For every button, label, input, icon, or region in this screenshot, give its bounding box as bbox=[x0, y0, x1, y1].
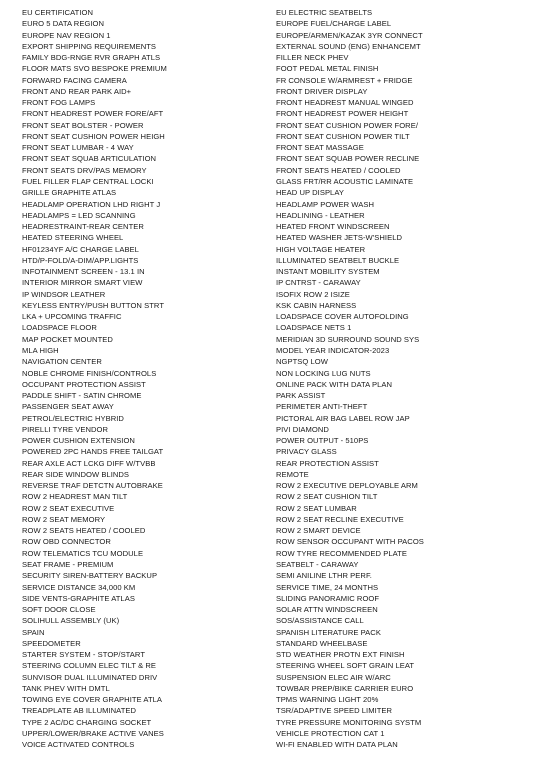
option-item: PIVI DIAMOND bbox=[276, 424, 329, 434]
option-item: HIGH VOLTAGE HEATER bbox=[276, 244, 366, 254]
option-item: FRONT AND REAR PARK AID+ bbox=[22, 86, 132, 96]
option-item: MAP POCKET MOUNTED bbox=[22, 334, 113, 344]
option-item: FR CONSOLE W/ARMREST + FRIDGE bbox=[276, 75, 413, 85]
option-item: HEADLINING - LEATHER bbox=[276, 210, 365, 220]
option-item: SPAIN bbox=[22, 627, 45, 637]
option-item: FUEL FILLER FLAP CENTRAL LOCKI bbox=[22, 176, 154, 186]
option-item: EUROPE FUEL/CHARGE LABEL bbox=[276, 19, 392, 29]
option-item: PADDLE SHIFT - SATIN CHROME bbox=[22, 391, 142, 401]
option-item: FRONT SEATS DRV/PAS MEMORY bbox=[22, 165, 147, 175]
option-item: ROW OBD CONNECTOR bbox=[22, 537, 111, 547]
option-item: SPANISH LITERATURE PACK bbox=[276, 627, 381, 637]
option-item: STD WEATHER PROTN EXT FINISH bbox=[276, 650, 405, 660]
option-item: HEADLAMP OPERATION LHD RIGHT J bbox=[22, 199, 161, 209]
option-item: STEERING COLUMN ELEC TILT & RE bbox=[22, 661, 156, 671]
option-item: EU ELECTRIC SEATBELTS bbox=[276, 8, 373, 17]
option-item: PRIVACY GLASS bbox=[276, 447, 337, 457]
option-item: EXTERNAL SOUND (ENG) ENHANCEMT bbox=[276, 41, 421, 51]
option-item: HEATED WASHER JETS-W'SHIELD bbox=[276, 233, 402, 243]
option-item: POWER OUTPUT - 510PS bbox=[276, 436, 369, 446]
option-item: SLIDING PANORAMIC ROOF bbox=[276, 593, 380, 603]
option-item: FOOT PEDAL METAL FINISH bbox=[276, 64, 379, 74]
option-item: PARK ASSIST bbox=[276, 391, 326, 401]
option-item: ROW TYRE RECOMMENDED PLATE bbox=[276, 548, 407, 558]
option-item: SEMI ANILINE LTHR PERF. bbox=[276, 571, 372, 581]
option-item: OCCUPANT PROTECTION ASSIST bbox=[22, 379, 146, 389]
option-item: ROW 2 EXECUTIVE DEPLOYABLE ARM bbox=[276, 481, 418, 491]
option-item: FRONT HEADREST POWER FORE/AFT bbox=[22, 109, 164, 119]
option-item: STARTER SYSTEM - STOP/START bbox=[22, 650, 146, 660]
option-item: HEADRESTRAINT-REAR CENTER bbox=[22, 222, 144, 232]
option-item: PICTORAL AIR BAG LABEL ROW JAP bbox=[276, 413, 410, 423]
option-item: ROW 2 SEAT CUSHION TILT bbox=[276, 492, 378, 502]
option-item: LOADSPACE NETS 1 bbox=[276, 323, 352, 333]
option-item: LOADSPACE FLOOR bbox=[22, 323, 97, 333]
option-item: TPMS WARNING LIGHT 20% bbox=[276, 695, 379, 705]
option-item: POWERED 2PC HANDS FREE TAILGAT bbox=[22, 447, 164, 457]
option-item: HEADLAMP POWER WASH bbox=[276, 199, 374, 209]
option-item: TSR/ADAPTIVE SPEED LIMITER bbox=[276, 706, 393, 716]
option-item: SPEEDOMETER bbox=[22, 638, 81, 648]
option-item: PERIMETER ANTI-THEFT bbox=[276, 402, 368, 412]
option-item: SEATBELT - CARAWAY bbox=[276, 560, 359, 570]
option-item: FRONT HEADREST MANUAL WINGED bbox=[276, 98, 414, 108]
option-item: MERIDIAN 3D SURROUND SOUND SYS bbox=[276, 334, 420, 344]
option-item: NOBLE CHROME FINISH/CONTROLS bbox=[22, 368, 157, 378]
option-item: FAMILY BDG-RNGE RVR GRAPH ATLS bbox=[22, 53, 161, 63]
option-item: ROW TELEMATICS TCU MODULE bbox=[22, 548, 144, 558]
option-item: PIRELLI TYRE VENDOR bbox=[22, 424, 109, 434]
option-item: STEERING WHEEL SOFT GRAIN LEAT bbox=[276, 661, 415, 671]
option-item: FRONT SEAT CUSHION POWER TILT bbox=[276, 131, 410, 141]
option-item: FRONT FOG LAMPS bbox=[22, 98, 96, 108]
option-item: EURO 5 DATA REGION bbox=[22, 19, 105, 29]
option-item: MODEL YEAR INDICATOR-2023 bbox=[276, 345, 390, 355]
option-item: TANK PHEV WITH DMTL bbox=[22, 683, 110, 693]
left-options-column bbox=[22, 7, 272, 751]
option-item: MLA HIGH bbox=[22, 345, 59, 355]
option-item: ROW 2 SEAT RECLINE EXECUTIVE bbox=[276, 514, 404, 524]
option-item: ROW 2 SMART DEVICE bbox=[276, 526, 361, 536]
option-item: FRONT SEAT SQUAB POWER RECLINE bbox=[276, 154, 420, 164]
option-item: TYRE PRESSURE MONITORING SYSTM bbox=[276, 717, 422, 727]
option-item: UPPER/LOWER/BRAKE ACTIVE VANES bbox=[22, 729, 164, 738]
option-item: FRONT SEAT BOLSTER - POWER bbox=[22, 120, 144, 130]
option-item: EXPORT SHIPPING REQUIREMENTS bbox=[22, 41, 157, 51]
option-item: GLASS FRT/RR ACOUSTIC LAMINATE bbox=[276, 176, 414, 186]
option-item: HEATED STEERING WHEEL bbox=[22, 233, 124, 243]
option-item: SUNVISOR DUAL ILLUMINATED DRIV bbox=[22, 672, 158, 682]
option-item: INTERIOR MIRROR SMART VIEW bbox=[22, 278, 143, 288]
option-item: SIDE VENTS-GRAPHITE ATLAS bbox=[22, 593, 135, 603]
option-item: INFOTAINMENT SCREEN - 13.1 IN bbox=[22, 267, 145, 277]
option-item: SERVICE TIME, 24 MONTHS bbox=[276, 582, 379, 592]
option-item: KEYLESS ENTRY/PUSH BUTTON STRT bbox=[22, 300, 165, 310]
option-item: SEAT FRAME - PREMIUM bbox=[22, 560, 114, 570]
option-item: IP WINDSOR LEATHER bbox=[22, 289, 106, 299]
option-item: TOWBAR PREP/BIKE CARRIER EURO bbox=[276, 683, 414, 693]
option-item: FRONT SEAT MASSAGE bbox=[276, 143, 364, 153]
option-item: ILLUMINATED SEATBELT BUCKLE bbox=[276, 255, 400, 265]
option-item: PASSENGER SEAT AWAY bbox=[22, 402, 114, 412]
option-item: ROW SENSOR OCCUPANT WITH PACOS bbox=[276, 537, 424, 547]
option-item: NGPTSQ LOW bbox=[276, 357, 328, 367]
option-item: KSK CABIN HARNESS bbox=[276, 300, 357, 310]
option-item: NAVIGATION CENTER bbox=[22, 357, 102, 367]
option-item: FILLER NECK PHEV bbox=[276, 53, 349, 63]
option-item: PETROL/ELECTRIC HYBRID bbox=[22, 413, 124, 423]
option-item: FORWARD FACING CAMERA bbox=[22, 75, 127, 85]
option-item: ROW 2 SEAT EXECUTIVE bbox=[22, 503, 115, 513]
option-item: FRONT SEAT SQUAB ARTICULATION bbox=[22, 154, 157, 164]
option-item: SOFT DOOR CLOSE bbox=[22, 605, 96, 615]
option-item: HEADLAMPS = LED SCANNING bbox=[22, 210, 136, 220]
option-item: REVERSE TRAF DETCTN AUTOBRAKE bbox=[22, 481, 163, 491]
option-item: SUSPENSION ELEC AIR W/ARC bbox=[276, 672, 391, 682]
option-item: FRONT SEAT LUMBAR - 4 WAY bbox=[22, 143, 134, 153]
option-item: LOADSPACE COVER AUTOFOLDING bbox=[276, 312, 409, 322]
option-item: WI-FI ENABLED WITH DATA PLAN bbox=[276, 740, 398, 750]
option-item: FRONT SEAT CUSHION POWER FORE/ bbox=[276, 120, 418, 130]
option-item: SECURITY SIREN-BATTERY BACKUP bbox=[22, 571, 158, 581]
option-item: ONLINE PACK WITH DATA PLAN bbox=[276, 379, 393, 389]
option-item: HTD/P-FOLD/A-DIM/APP.LIGHTS bbox=[22, 255, 139, 265]
option-item: NON LOCKING LUG NUTS bbox=[276, 368, 371, 378]
option-item: ISOFIX ROW 2 ISIZE bbox=[276, 289, 350, 299]
right-options-column bbox=[276, 7, 551, 751]
option-item: HEATED FRONT WINDSCREEN bbox=[276, 222, 390, 232]
option-item: TREADPLATE AB ILLUMINATED bbox=[22, 706, 137, 716]
option-item: HEAD UP DISPLAY bbox=[276, 188, 344, 198]
option-item: GRILLE GRAPHITE ATLAS bbox=[22, 188, 117, 198]
option-item: POWER CUSHION EXTENSION bbox=[22, 436, 135, 446]
option-item: SOS/ASSISTANCE CALL bbox=[276, 616, 364, 626]
option-item: REAR SIDE WINDOW BLINDS bbox=[22, 469, 130, 479]
option-item: STANDARD WHEELBASE bbox=[276, 638, 368, 648]
option-item: ROW 2 SEAT LUMBAR bbox=[276, 503, 357, 513]
option-item: REMOTE bbox=[276, 469, 309, 479]
option-item: FRONT SEATS HEATED / COOLED bbox=[276, 165, 401, 175]
option-item: FRONT HEADREST POWER HEIGHT bbox=[276, 109, 409, 119]
option-item: REAR PROTECTION ASSIST bbox=[276, 458, 379, 468]
option-item: SOLAR ATTN WINDSCREEN bbox=[276, 605, 378, 615]
option-item: EUROPE/ARMEN/KAZAK 3YR CONNECT bbox=[276, 30, 423, 40]
option-item: VEHICLE PROTECTION CAT 1 bbox=[276, 729, 385, 738]
option-item: SERVICE DISTANCE 34,000 KM bbox=[22, 582, 136, 592]
option-item: ROW 2 SEAT MEMORY bbox=[22, 514, 106, 524]
option-item: EUROPE NAV REGION 1 bbox=[22, 30, 111, 40]
option-item: INSTANT MOBILITY SYSTEM bbox=[276, 267, 380, 277]
option-item: TOWING EYE COVER GRAPHITE ATLA bbox=[22, 695, 163, 705]
option-item: HF01234YF A/C CHARGE LABEL bbox=[22, 244, 139, 254]
option-item: FRONT DRIVER DISPLAY bbox=[276, 86, 368, 96]
option-item: EU CERTIFICATION bbox=[22, 8, 93, 17]
option-item: SOLIHULL ASSEMBLY (UK) bbox=[22, 616, 120, 626]
option-item: ROW 2 HEADREST MAN TILT bbox=[22, 492, 128, 502]
option-item: IP CNTRST - CARAWAY bbox=[276, 278, 361, 288]
option-item: FRONT SEAT CUSHION POWER HEIGH bbox=[22, 131, 165, 141]
option-item: ROW 2 SEATS HEATED / COOLED bbox=[22, 526, 146, 536]
option-item: TYPE 2 AC/DC CHARGING SOCKET bbox=[22, 717, 152, 727]
option-item: REAR AXLE ACT LCKG DIFF W/TVBB bbox=[22, 458, 156, 468]
option-item: FLOOR MATS SVO BESPOKE PREMIUM bbox=[22, 64, 167, 74]
option-item: LKA + UPCOMING TRAFFIC bbox=[22, 312, 122, 322]
option-item: VOICE ACTIVATED CONTROLS bbox=[22, 740, 135, 750]
